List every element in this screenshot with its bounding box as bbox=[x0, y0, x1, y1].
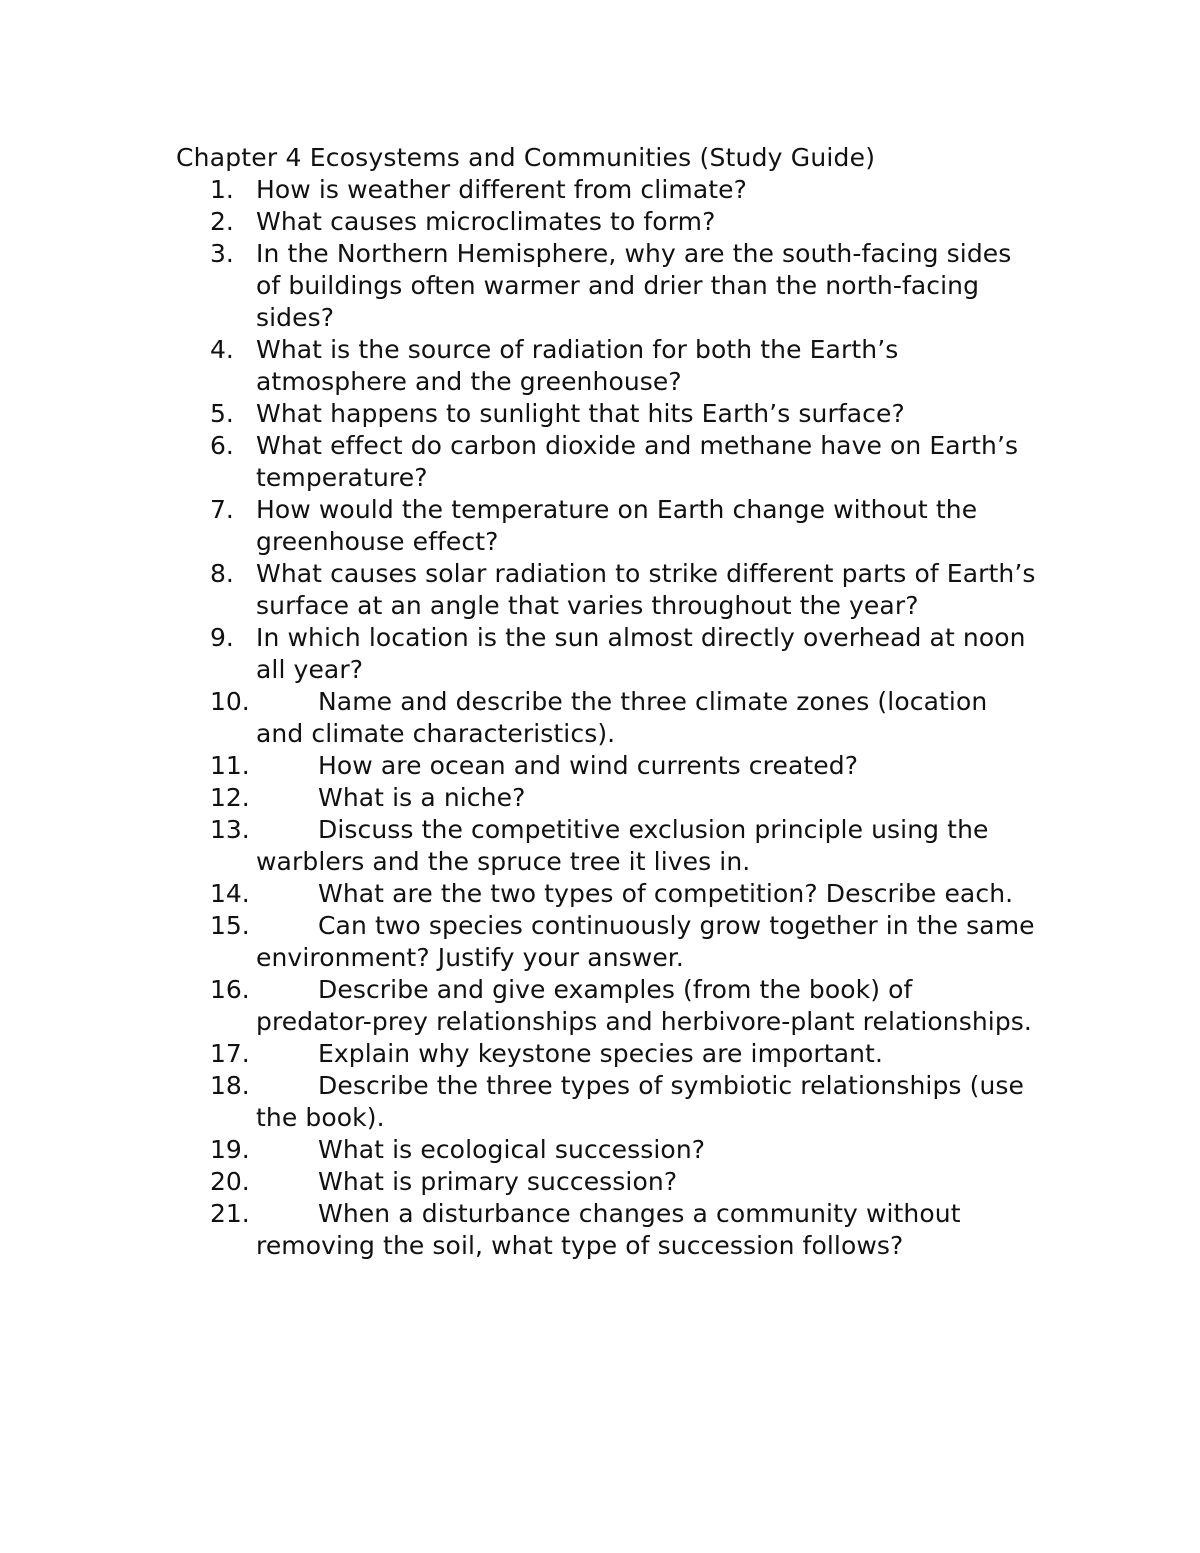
question-item bbox=[0, 910, 1200, 974]
question-number: 21. bbox=[210, 1199, 250, 1228]
question-text: What causes microclimates to form? bbox=[256, 207, 716, 236]
question-number: 9. bbox=[210, 623, 234, 652]
question-item bbox=[0, 238, 1200, 334]
question-item bbox=[0, 1038, 1200, 1070]
question-text: What happens to sunlight that hits Earth’s surface? bbox=[256, 399, 905, 428]
question-number: 11. bbox=[210, 751, 250, 780]
question-text: How would the temperature on Earth change without the greenhouse effect? bbox=[256, 495, 978, 556]
question-text: What is a niche? bbox=[318, 783, 526, 812]
question-item bbox=[0, 974, 1200, 1038]
question-text: Describe and give examples (from the book) of predator-prey relationships and herbivore-plant relationships. bbox=[256, 975, 1032, 1036]
question-text: How are ocean and wind currents created? bbox=[318, 751, 859, 780]
question-item bbox=[0, 1198, 1200, 1262]
question-list bbox=[0, 174, 1200, 1262]
question-text: In which location is the sun almost directly overhead at noon all year? bbox=[256, 623, 1026, 684]
question-item bbox=[0, 750, 1200, 782]
question-number: 8. bbox=[210, 559, 234, 588]
question-text: What is ecological succession? bbox=[318, 1135, 706, 1164]
question-number: 2. bbox=[210, 207, 234, 236]
question-item bbox=[0, 430, 1200, 494]
question-number: 10. bbox=[210, 687, 250, 716]
question-number: 12. bbox=[210, 783, 250, 812]
question-item bbox=[0, 622, 1200, 686]
question-text: Discuss the competitive exclusion principle using the warblers and the spruce tree it lives in. bbox=[256, 815, 989, 876]
question-number: 15. bbox=[210, 911, 250, 940]
question-text: Name and describe the three climate zones (location and climate characteristics). bbox=[256, 687, 988, 748]
question-text: Describe the three types of symbiotic relationships (use the book). bbox=[256, 1071, 1024, 1132]
question-number: 13. bbox=[210, 815, 250, 844]
question-number: 4. bbox=[210, 335, 234, 364]
question-number: 19. bbox=[210, 1135, 250, 1164]
question-item bbox=[0, 558, 1200, 622]
question-text: In the Northern Hemisphere, why are the south-facing sides of buildings often warmer and drier than the north-facing sides? bbox=[256, 239, 1012, 332]
question-text: What causes solar radiation to strike different parts of Earth’s surface at an angle that varies throughout the year? bbox=[256, 559, 1036, 620]
question-text: How is weather different from climate? bbox=[256, 175, 747, 204]
question-number: 17. bbox=[210, 1039, 250, 1068]
question-text: Can two species continuously grow together in the same environment? Justify your answer. bbox=[256, 911, 1035, 972]
question-item bbox=[0, 206, 1200, 238]
question-text: What effect do carbon dioxide and methane have on Earth’s temperature? bbox=[256, 431, 1019, 492]
question-item bbox=[0, 814, 1200, 878]
question-number: 16. bbox=[210, 975, 250, 1004]
question-number: 20. bbox=[210, 1167, 250, 1196]
question-text: Explain why keystone species are important. bbox=[318, 1039, 884, 1068]
question-item bbox=[0, 334, 1200, 398]
question-item bbox=[0, 398, 1200, 430]
question-item bbox=[0, 494, 1200, 558]
question-item bbox=[0, 782, 1200, 814]
question-number: 18. bbox=[210, 1071, 250, 1100]
question-text: When a disturbance changes a community without removing the soil, what type of succession follows? bbox=[256, 1199, 961, 1260]
page-title: Chapter 4 Ecosystems and Communities (Study Guide) bbox=[176, 143, 876, 172]
question-item bbox=[0, 878, 1200, 910]
question-number: 6. bbox=[210, 431, 234, 460]
question-number: 14. bbox=[210, 879, 250, 908]
question-number: 7. bbox=[210, 495, 234, 524]
question-number: 1. bbox=[210, 175, 234, 204]
question-item bbox=[0, 174, 1200, 206]
question-item bbox=[0, 1134, 1200, 1166]
question-text: What are the two types of competition? Describe each. bbox=[318, 879, 1014, 908]
question-text: What is primary succession? bbox=[318, 1167, 678, 1196]
question-item bbox=[0, 686, 1200, 750]
question-number: 3. bbox=[210, 239, 234, 268]
question-text: What is the source of radiation for both the Earth’s atmosphere and the greenhouse? bbox=[256, 335, 899, 396]
question-number: 5. bbox=[210, 399, 234, 428]
question-item bbox=[0, 1166, 1200, 1198]
question-item bbox=[0, 1070, 1200, 1134]
